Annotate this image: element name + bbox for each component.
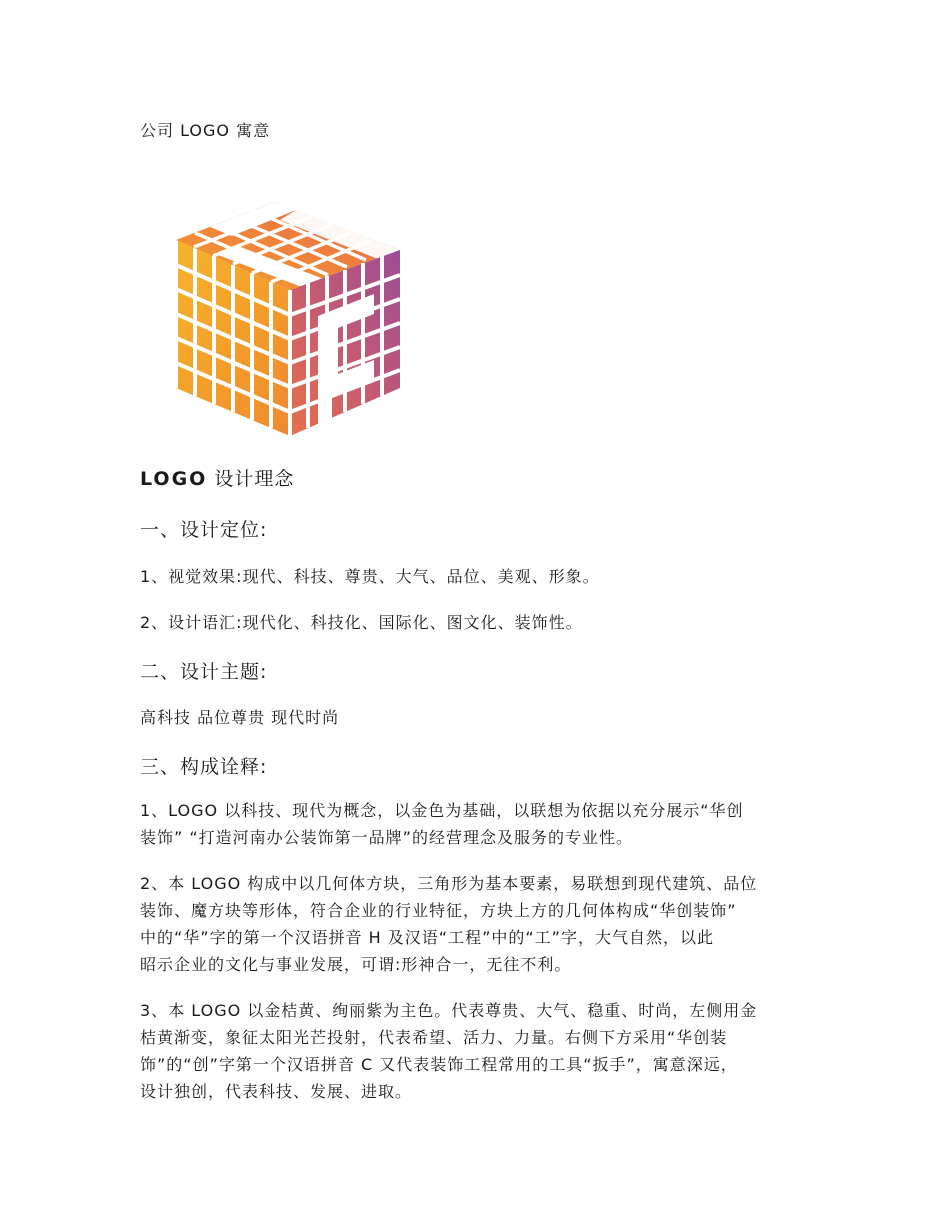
section2-text: 高科技 品位尊贵 现代时尚 bbox=[140, 708, 340, 727]
paragraph-line: 1、LOGO 以科技、现代为概念，以金色为基础，以联想为依据以充分展示“华创 bbox=[140, 801, 744, 820]
paragraph-line: 中的“华”字的第一个汉语拼音 H 及汉语“工程”中的“工”字，大气自然，以此 bbox=[140, 928, 714, 947]
section1-heading: 一、设计定位: bbox=[140, 519, 268, 541]
section3-paragraph-2 bbox=[140, 870, 830, 978]
section2-heading: 二、设计主题: bbox=[140, 661, 268, 683]
cube-logo-icon bbox=[168, 198, 420, 446]
paragraph-line: 装饰、魔方块等形体，符合企业的行业特征，方块上方的几何体构成“华创装饰” bbox=[140, 901, 737, 920]
section3-heading: 三、构成诠释: bbox=[140, 756, 268, 778]
concept-heading-rest: 设计理念 bbox=[207, 468, 295, 490]
paragraph-line: 设计独创，代表科技、发展、进取。 bbox=[140, 1082, 413, 1101]
paragraph-line: 桔黄渐变，象征太阳光芒投射，代表希望、活力、力量。右侧下方采用“华创装 bbox=[140, 1028, 728, 1047]
paragraph-line: 2、本 LOGO 构成中以几何体方块，三角形为基本要素，易联想到现代建筑、品位 bbox=[140, 874, 758, 893]
section1-item1: 1、视觉效果:现代、科技、尊贵、大气、品位、美观、形象。 bbox=[140, 567, 600, 586]
paragraph-line: 装饰” “打造河南办公装饰第一品牌”的经营理念及服务的专业性。 bbox=[140, 828, 633, 847]
paragraph-line: 3、本 LOGO 以金桔黄、绚丽紫为主色。代表尊贵、大气、稳重、时尚，左侧用金 bbox=[140, 1001, 758, 1020]
section3-paragraph-3 bbox=[140, 997, 830, 1105]
concept-heading bbox=[140, 464, 294, 491]
paragraph-line: 昭示企业的文化与事业发展，可谓:形神合一，无往不利。 bbox=[140, 955, 572, 974]
concept-heading-bold: LOGO bbox=[140, 468, 208, 490]
paragraph-line: 饰”的“创”字第一个汉语拼音 C 又代表装饰工程常用的工具“扳手”，寓意深远， bbox=[140, 1055, 738, 1074]
section1-item2: 2、设计语汇:现代化、科技化、国际化、图文化、装饰性。 bbox=[140, 613, 583, 632]
logo-caption: 公司 LOGO 寓意 bbox=[140, 121, 271, 140]
section3-paragraph-1 bbox=[140, 797, 830, 851]
